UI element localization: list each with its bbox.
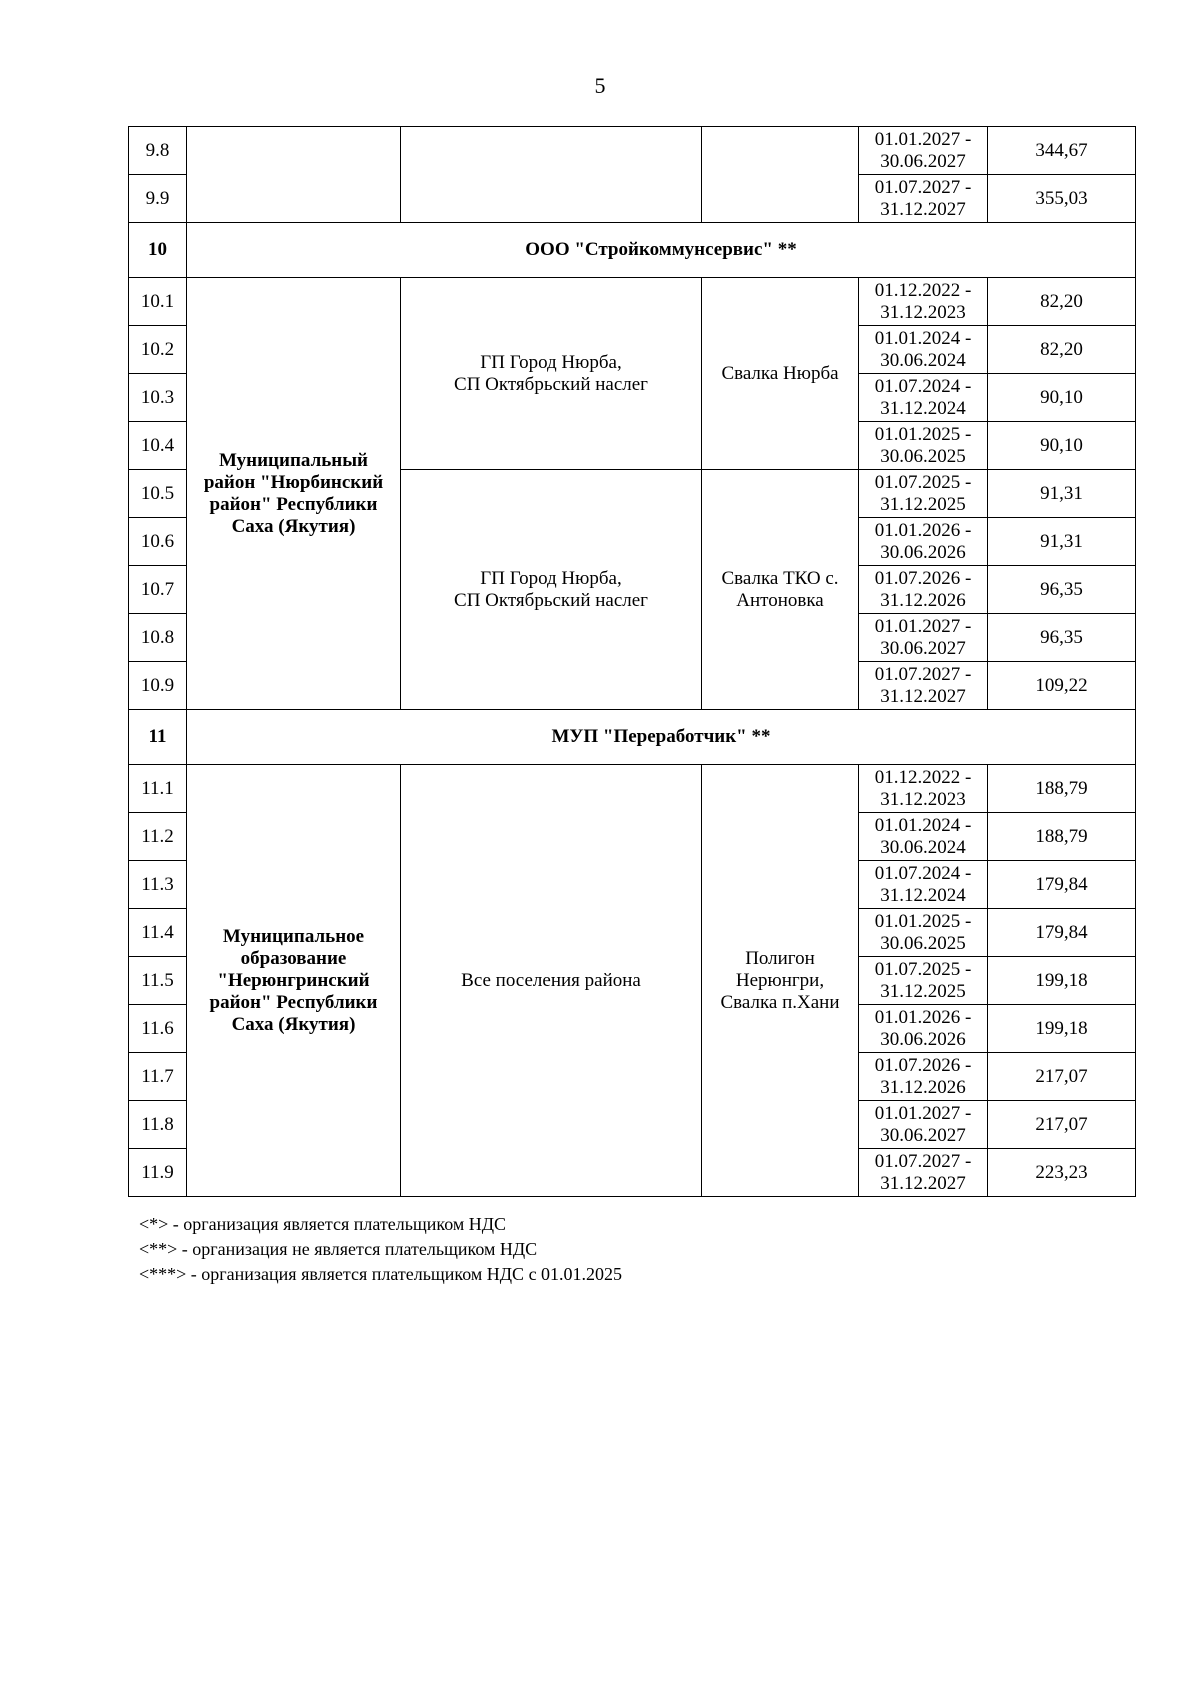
period-cell: 01.07.2025 - 31.12.2025 [859, 957, 988, 1005]
footnotes [139, 1212, 622, 1287]
municipality-cell: Муниципальный район "Нюрбинский район" Республики Саха (Якутия) [187, 278, 401, 710]
row-number: 10.9 [129, 662, 187, 710]
row-number: 10.5 [129, 470, 187, 518]
footnote: <**> - организация не является плательщиком НДС [139, 1239, 538, 1259]
row-number: 11.4 [129, 909, 187, 957]
row-number: 11.7 [129, 1053, 187, 1101]
object-cell: Полигон Нерюнгри, Свалка п.Хани [702, 765, 859, 1197]
footnote: <***> - организация является плательщиком НДС с 01.01.2025 [139, 1264, 623, 1284]
municipality-cell: Муниципальное образование "Нерюнгринский район" Республики Саха (Якутия) [187, 765, 401, 1197]
table-row [129, 278, 1136, 326]
tariff-value: 355,03 [988, 175, 1136, 223]
row-number: 11.9 [129, 1149, 187, 1197]
period-cell: 01.07.2027 - 31.12.2027 [859, 1149, 988, 1197]
tariff-value: 188,79 [988, 765, 1136, 813]
municipality-cell [187, 127, 401, 223]
tariff-value: 91,31 [988, 470, 1136, 518]
period-cell: 01.01.2025 - 30.06.2025 [859, 422, 988, 470]
settlements-cell: Все поселения района [401, 765, 702, 1197]
row-number: 11.2 [129, 813, 187, 861]
tariff-value: 217,07 [988, 1053, 1136, 1101]
org-name: МУП "Переработчик" ** [187, 710, 1136, 765]
page-number: 5 [594, 73, 606, 98]
row-number: 9.8 [129, 127, 187, 175]
tariff-value: 90,10 [988, 374, 1136, 422]
tariff-table [128, 126, 1136, 1197]
period-cell: 01.12.2022 - 31.12.2023 [859, 765, 988, 813]
row-number: 10.1 [129, 278, 187, 326]
tariff-value: 344,67 [988, 127, 1136, 175]
organization-row [129, 710, 1136, 765]
period-cell: 01.01.2027 - 30.06.2027 [859, 127, 988, 175]
row-number: 10.2 [129, 326, 187, 374]
period-cell: 01.01.2026 - 30.06.2026 [859, 1005, 988, 1053]
tariff-value: 223,23 [988, 1149, 1136, 1197]
row-number: 10.7 [129, 566, 187, 614]
period-cell: 01.01.2024 - 30.06.2024 [859, 813, 988, 861]
table-row [129, 765, 1136, 813]
period-cell: 01.07.2026 - 31.12.2026 [859, 566, 988, 614]
tariff-value: 179,84 [988, 861, 1136, 909]
row-number: 11.3 [129, 861, 187, 909]
tariff-value: 188,79 [988, 813, 1136, 861]
tariff-value: 109,22 [988, 662, 1136, 710]
tariff-value: 199,18 [988, 957, 1136, 1005]
table-row [129, 127, 1136, 175]
object-cell [702, 127, 859, 223]
tariff-value: 199,18 [988, 1005, 1136, 1053]
tariff-value: 217,07 [988, 1101, 1136, 1149]
row-number: 11.1 [129, 765, 187, 813]
organization-row [129, 223, 1136, 278]
row-number: 11.6 [129, 1005, 187, 1053]
row-number: 11.5 [129, 957, 187, 1005]
object-cell: Свалка Нюрба [702, 278, 859, 470]
row-number: 10.8 [129, 614, 187, 662]
row-number: 10.3 [129, 374, 187, 422]
period-cell: 01.01.2027 - 30.06.2027 [859, 614, 988, 662]
tariff-value: 82,20 [988, 278, 1136, 326]
period-cell: 01.07.2025 - 31.12.2025 [859, 470, 988, 518]
period-cell: 01.07.2024 - 31.12.2024 [859, 861, 988, 909]
org-name: ООО "Стройкоммунсервис" ** [187, 223, 1136, 278]
tariff-value: 91,31 [988, 518, 1136, 566]
period-cell: 01.07.2027 - 31.12.2027 [859, 662, 988, 710]
settlements-cell: ГП Город Нюрба, СП Октябрьский наслег [401, 278, 702, 470]
tariff-value: 90,10 [988, 422, 1136, 470]
settlements-cell [401, 127, 702, 223]
org-number: 11 [129, 710, 187, 765]
period-cell: 01.01.2026 - 30.06.2026 [859, 518, 988, 566]
tariff-value: 179,84 [988, 909, 1136, 957]
period-cell: 01.07.2026 - 31.12.2026 [859, 1053, 988, 1101]
period-cell: 01.07.2024 - 31.12.2024 [859, 374, 988, 422]
period-cell: 01.01.2024 - 30.06.2024 [859, 326, 988, 374]
period-cell: 01.12.2022 - 31.12.2023 [859, 278, 988, 326]
tariff-value: 82,20 [988, 326, 1136, 374]
org-number: 10 [129, 223, 187, 278]
row-number: 11.8 [129, 1101, 187, 1149]
object-cell: Свалка ТКО с. Антоновка [702, 470, 859, 710]
tariff-value: 96,35 [988, 614, 1136, 662]
row-number: 10.4 [129, 422, 187, 470]
settlements-cell: ГП Город Нюрба, СП Октябрьский наслег [401, 470, 702, 710]
row-number: 10.6 [129, 518, 187, 566]
period-cell: 01.01.2027 - 30.06.2027 [859, 1101, 988, 1149]
period-cell: 01.07.2027 - 31.12.2027 [859, 175, 988, 223]
footnote: <*> - организация является плательщиком НДС [139, 1214, 507, 1234]
row-number: 9.9 [129, 175, 187, 223]
tariff-value: 96,35 [988, 566, 1136, 614]
period-cell: 01.01.2025 - 30.06.2025 [859, 909, 988, 957]
